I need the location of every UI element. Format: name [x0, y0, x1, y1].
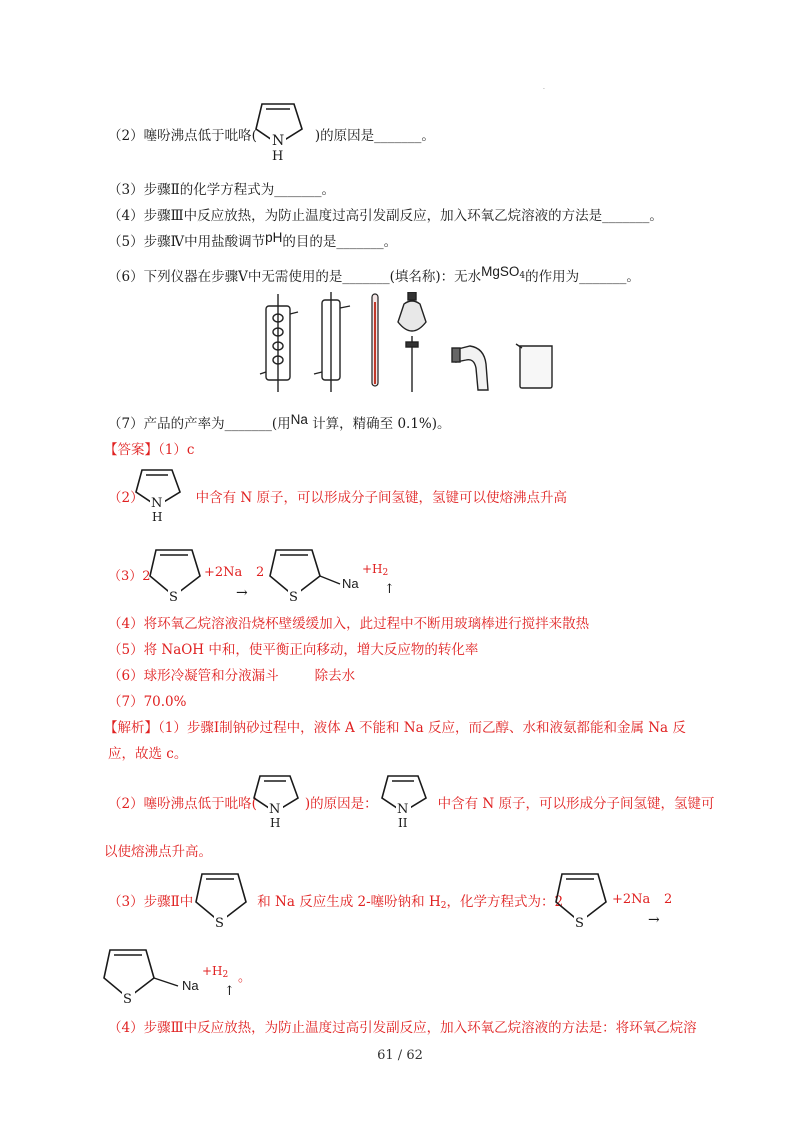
beaker-icon: [516, 344, 552, 388]
answer-3-arrow: →: [236, 585, 248, 601]
pyrrole-structure-a2: [134, 462, 186, 524]
thiophene-structure-a3: [146, 540, 204, 606]
pyrrole-structure-q2: [250, 96, 310, 162]
apparatus-row: [258, 292, 568, 394]
answer-2: （2） 中含有 N 原子，可以形成分子间氢键，氢键可以使熔沸点升高: [108, 490, 567, 506]
answer-6: （6）球形冷凝管和分液漏斗 除去水: [108, 668, 356, 684]
svg-text:S: S: [289, 590, 298, 605]
straight-condenser-icon: [314, 292, 350, 392]
answer-3-na: Na: [342, 576, 359, 591]
bulb-condenser-icon: [260, 294, 298, 392]
svg-text:N: N: [151, 496, 163, 511]
thienyl-sodium-structure-a3: [266, 540, 346, 606]
answer-3-h2: $+H_2$: [362, 562, 389, 578]
analysis-2: （2）噻吩沸点低于吡咯( )的原因是： 中含有 N 原子，可以形成分子间氢键，氢键可: [108, 796, 715, 812]
analysis-3-na: Na: [182, 978, 199, 993]
answer-5: （5）将 NaOH 中和，使平衡正向移动，增大反应物的转化率: [108, 642, 479, 658]
analysis-3: （3）步骤Ⅱ中 和 Na 反应生成 2-噻吩钠和 $H_2$，化学方程式为：2: [108, 894, 564, 911]
svg-text:S: S: [123, 992, 132, 1007]
analysis-4: （4）步骤Ⅲ中反应放热，为防止温度过高引发副反应，加入环氧乙烷溶液的方法是：将环氧乙烷溶: [108, 1020, 697, 1036]
svg-text:H: H: [152, 510, 163, 524]
answer-3-plus-na: +2Na: [204, 565, 243, 580]
question-4: （4）步骤Ⅲ中反应放热，为防止温度过高引发副反应，加入环氧乙烷溶液的方法是_______。: [108, 208, 663, 224]
question-2: （2）噻吩沸点低于吡咯( )的原因是_______。: [108, 128, 435, 144]
separatory-funnel-icon: [398, 292, 426, 392]
pyrrole-structure-p2b: [380, 768, 430, 830]
stray-dot: .: [543, 84, 545, 91]
bent-adapter-icon: [452, 346, 488, 390]
svg-text:H: H: [272, 149, 284, 162]
analysis-2-cont: 以使熔沸点升高。: [104, 844, 212, 860]
svg-text:II: II: [398, 816, 408, 830]
question-5: （5）步骤Ⅳ中用盐酸调节pH的目的是_______。: [108, 230, 398, 250]
answer-7: （7）70.0%: [108, 694, 187, 710]
thiophene-structure-p3a: [190, 864, 252, 934]
analysis-1: 【解析】（1）步骤Ⅰ制钠砂过程中，液体 A 不能和 Na 反应，而乙醇、水和液氨都能和金属 Na 反: [104, 720, 686, 736]
svg-text:N: N: [272, 133, 285, 149]
svg-text:S: S: [215, 916, 224, 931]
svg-text:H: H: [270, 816, 281, 830]
analysis-1-cont: 应，故选 c。: [108, 746, 188, 762]
answer-3-coef: 2: [256, 565, 265, 580]
analysis-3-end: 。: [238, 970, 252, 985]
pyrrole-structure-p2a: [252, 768, 302, 830]
answer-header: 【答案】（1）c: [104, 442, 195, 458]
analysis-3-arrow: →: [648, 912, 660, 928]
analysis-3-h2: $+H_2$: [202, 964, 229, 980]
question-3: （3）步骤Ⅱ的化学方程式为_______。: [108, 182, 336, 198]
answer-3-gas-arrow: ↑: [384, 582, 395, 597]
answer-3-prefix: （3）2: [108, 569, 151, 584]
answer-4: （4）将环氧乙烷溶液沿烧杯壁缓缓加入，此过程中不断用玻璃棒进行搅拌来散热: [108, 616, 590, 632]
question-7: （7）产品的产率为_______(用Na 计算，精确至 0.1%)。: [108, 412, 451, 432]
thiophene-structure-p3b: [550, 864, 612, 934]
page-number: 61 / 62: [377, 1048, 423, 1063]
svg-text:S: S: [575, 916, 584, 931]
analysis-3-plus-na: +2Na: [612, 892, 651, 907]
svg-text:N: N: [397, 802, 409, 817]
analysis-3-coef: 2: [664, 892, 673, 907]
analysis-3-gas-arrow: ↑: [224, 984, 235, 999]
thermometer-icon: [372, 294, 378, 386]
svg-text:S: S: [169, 590, 178, 605]
question-6: （6）下列仪器在步骤Ⅴ中无需使用的是_______(填名称)：无水MgSO$^4$的作用为_______。: [108, 264, 640, 285]
thienyl-sodium-structure-p3: [98, 940, 202, 1010]
svg-text:N: N: [269, 802, 281, 817]
